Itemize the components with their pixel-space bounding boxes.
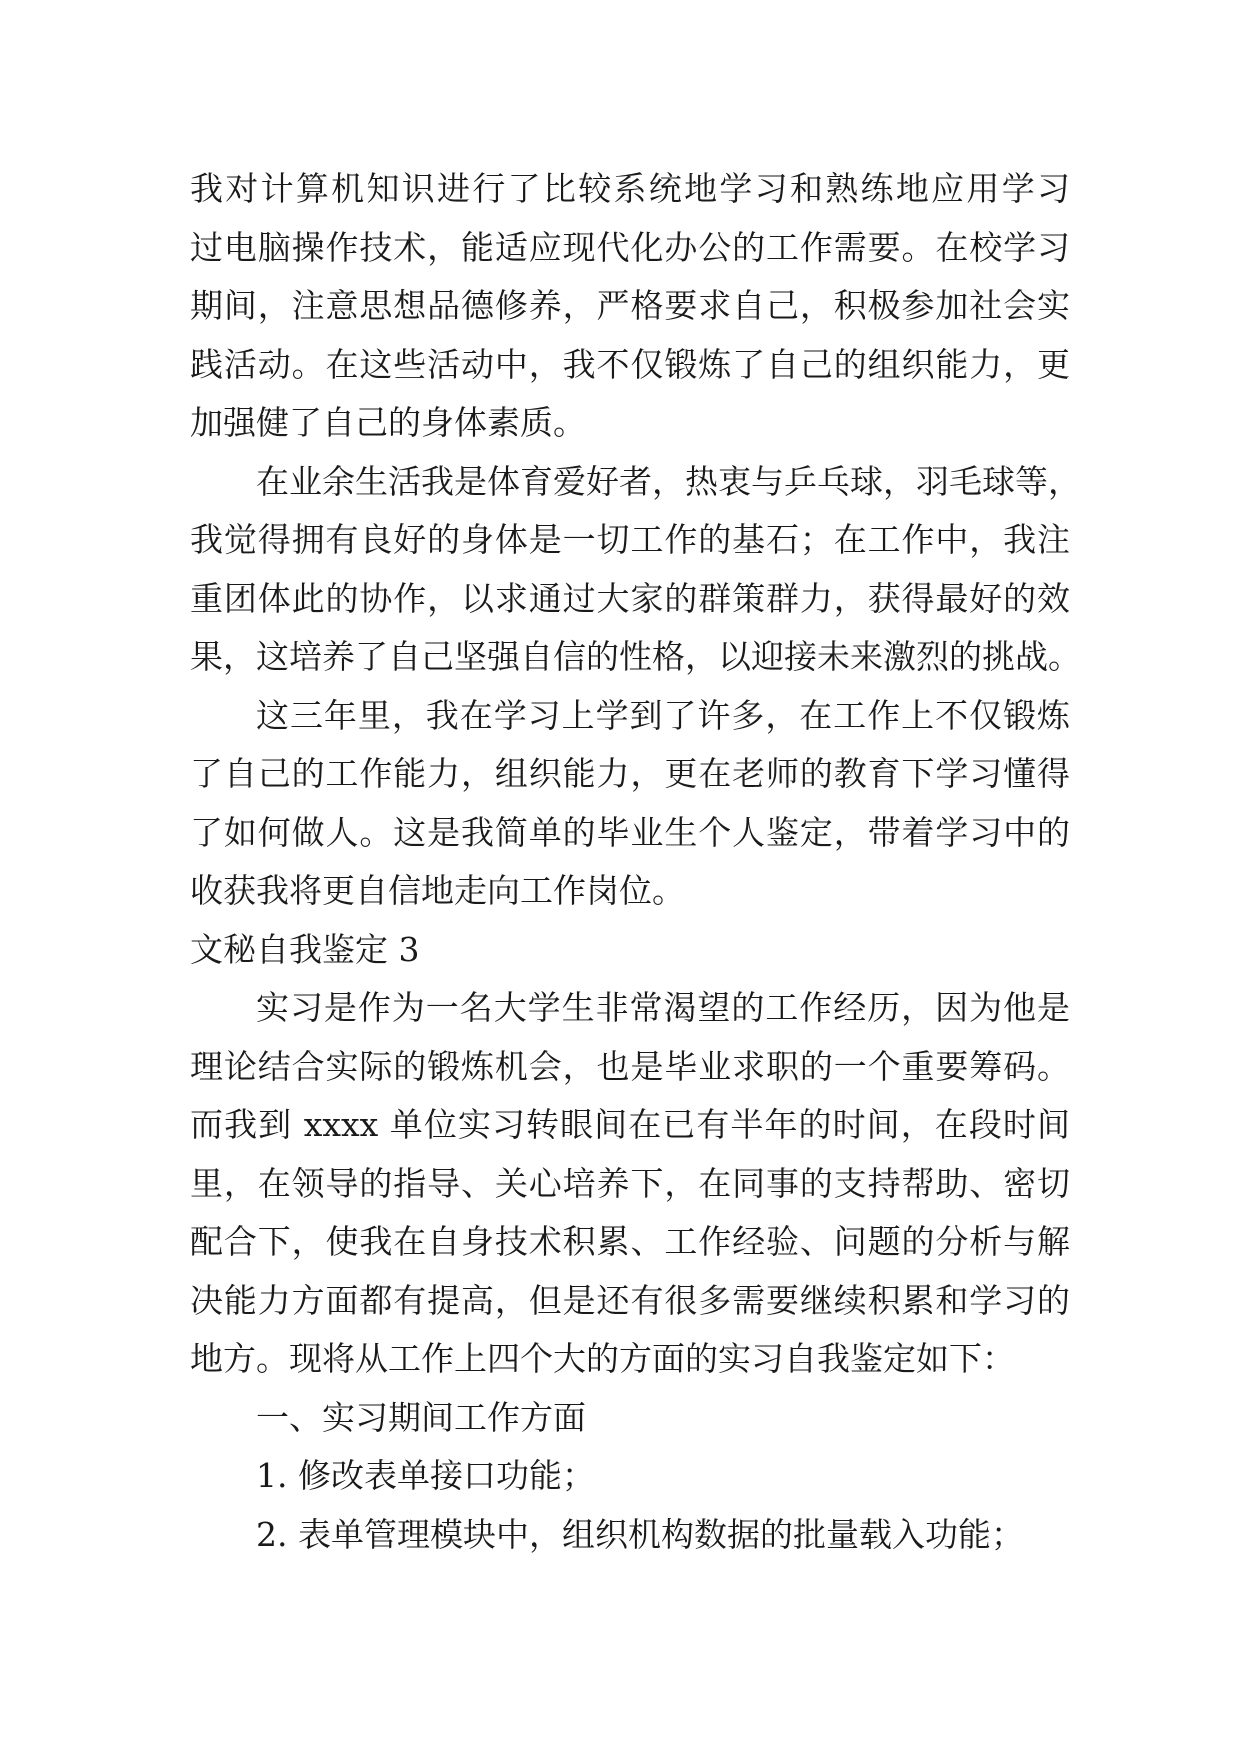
document-body [190, 160, 1081, 1564]
text-line: 了如何做人。这是我简单的毕业生个人鉴定，带着学习中的 [190, 812, 1070, 852]
text-line: 收获我将更自信地走向工作岗位。 [190, 871, 685, 910]
text-line: 重团体此的协作，以求通过大家的群策群力，获得最好的效 [190, 578, 1070, 618]
text-line: 理论结合实际的锻炼机会，也是毕业求职的一个重要筹码。 [190, 1046, 1070, 1086]
text-line: 加强健了自己的身体素质。 [190, 403, 586, 442]
text-line: 过电脑操作技术，能适应现代化办公的工作需要。在校学习 [190, 227, 1070, 267]
text-line: 期间，注意思想品德修养，严格要求自己，积极参加社会实 [190, 286, 1070, 325]
section-heading: 文秘自我鉴定 3 [190, 929, 420, 969]
list-item: 2. 表单管理模块中，组织机构数据的批量载入功能； [256, 1514, 1024, 1554]
paragraph-first-line: 在业余生活我是体育爱好者，热衷与乒乓球，羽毛球等， [256, 461, 1081, 501]
subsection-heading: 一、实习期间工作方面 [256, 1397, 586, 1437]
text-line: 果，这培养了自己坚强自信的性格，以迎接未来激烈的挑战。 [190, 637, 1081, 676]
list-item: 1. 修改表单接口功能； [256, 1456, 595, 1495]
text-line: 了自己的工作能力，组织能力，更在老师的教育下学习懂得 [190, 754, 1070, 793]
text-line: 践活动。在这些活动中，我不仅锻炼了自己的组织能力，更 [190, 344, 1070, 384]
text-line: 决能力方面都有提高，但是还有很多需要继续积累和学习的 [190, 1280, 1070, 1320]
text-line: 里，在领导的指导、关心培养下，在同事的支持帮助、密切 [190, 1163, 1070, 1203]
text-line: 而我到 xxxx 单位实习转眼间在已有半年的时间，在段时间 [190, 1105, 1070, 1144]
paragraph-first-line: 实习是作为一名大学生非常渴望的工作经历，因为他是 [256, 988, 1070, 1027]
text-line: 配合下，使我在自身技术积累、工作经验、问题的分析与解 [190, 1222, 1070, 1261]
text-line: 地方。现将从工作上四个大的方面的实习自我鉴定如下： [190, 1339, 1015, 1378]
text-line: 我对计算机知识进行了比较系统地学习和熟练地应用学习 [190, 169, 1070, 208]
paragraph-first-line: 这三年里，我在学习上学到了许多，在工作上不仅锻炼 [256, 695, 1070, 735]
text-line: 我觉得拥有良好的身体是一切工作的基石；在工作中，我注 [190, 520, 1070, 559]
